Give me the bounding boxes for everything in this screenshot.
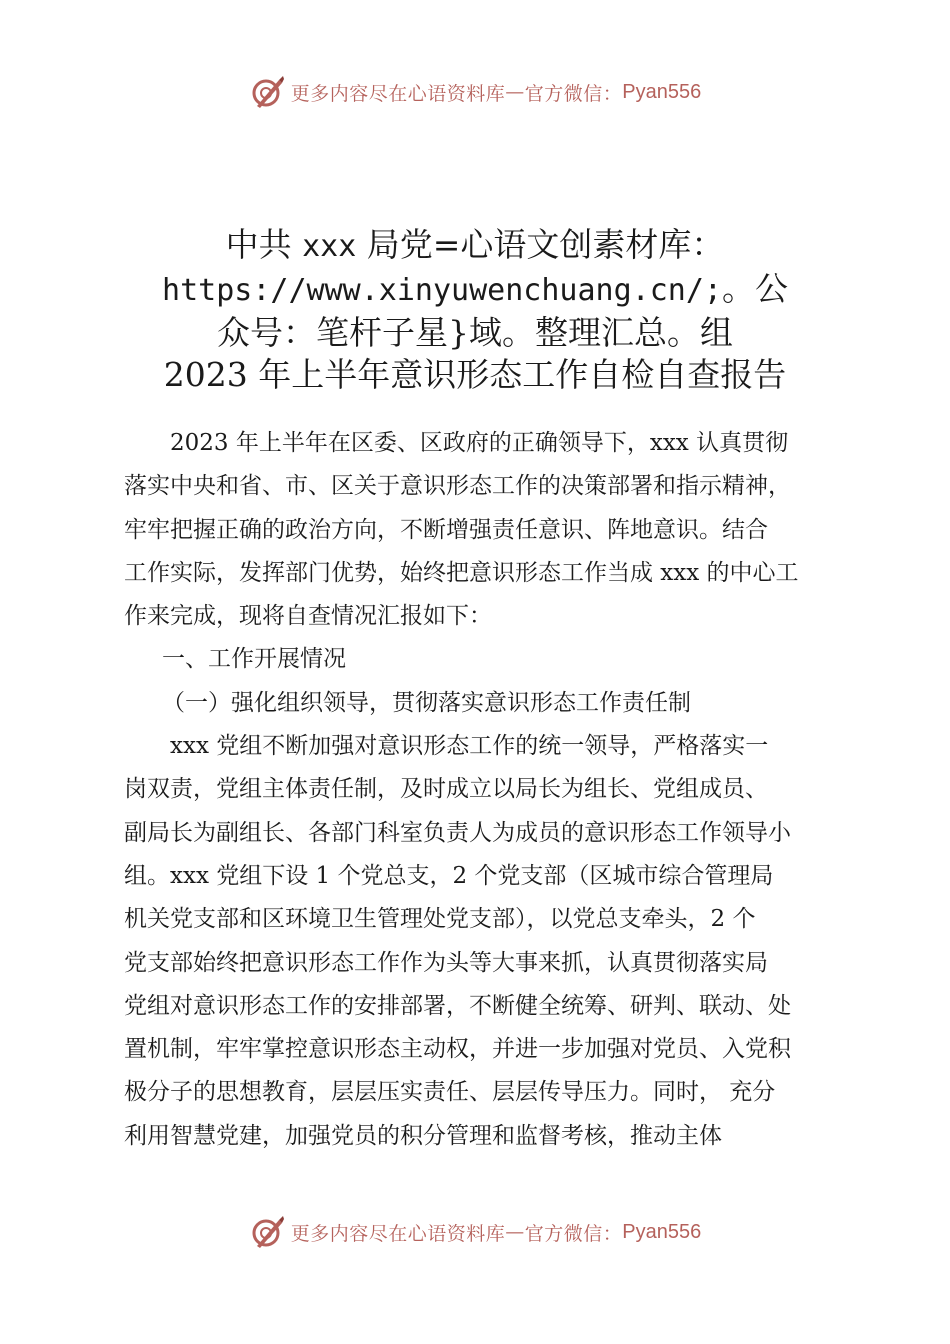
body-line: 党支部始终把意识形态工作作为头等大事来抓，认真贯彻落实局 [124,949,768,976]
pen-logo-icon [249,74,285,110]
body-line: 牢牢把握正确的政治方向，不断增强责任意识、阵地意识。结合 [124,516,768,543]
body-line: 落实中央和省、市、区关于意识形态工作的决策部署和指示精神， [124,473,791,500]
title-line-3: 众号：笔杆子星}域。整理汇总。组 [217,313,733,352]
body-line: 2023 年上半年在区委、区政府的正确领导下，xxx 认真贯彻 [170,430,789,456]
document-title [80,224,870,396]
document-body [124,422,844,1158]
body-line: 极分子的思想教育，层层压实责任、层层传导压力。同时， 充分 [124,1079,776,1106]
body-line: 作来完成，现将自查情况汇报如下： [124,603,492,630]
banner-contact-label: 官方微信： [524,82,623,105]
banner-separator: — [505,81,525,103]
title-line-4: 2023 年上半年意识形态工作自检自查报告 [163,355,787,394]
title-line-1: 中共 xxx 局党=心语文创素材库： [225,225,725,264]
banner-contact-id: Pyan556 [622,80,702,103]
banner-text: 更多内容尽在心语资料库 [290,1222,506,1245]
banner-contact-id: Pyan556 [622,1220,702,1243]
title-line-2: https://www.xinyuwenchuang.cn/;。公 [162,269,788,308]
body-line: 党组对意识形态工作的安排部署，不断健全统筹、研判、联动、处 [124,992,791,1019]
banner-contact-label: 官方微信： [524,1222,623,1245]
footer-banner [0,1210,950,1254]
header-banner [0,70,950,114]
pen-logo-icon [249,1214,285,1250]
body-line: xxx 党组不断加强对意识形态工作的统一领导，严格落实一 [170,733,769,760]
body-line: 岗双责，党组主体责任制，及时成立以局长为组长、党组成员、 [124,776,768,803]
section-heading: 一、工作开展情况 [162,646,346,673]
body-line: 副局长为副组长、各部门科室负责人为成员的意识形态工作领导小 [124,819,791,846]
body-line: 工作实际，发挥部门优势，始终把意识形态工作当成 xxx 的中心工 [124,559,799,586]
banner-text: 更多内容尽在心语资料库 [290,82,506,105]
body-line: 利用智慧党建，加强党员的积分管理和监督考核，推动主体 [124,1122,722,1149]
banner-separator: — [505,1221,525,1243]
body-line: 置机制，牢牢掌控意识形态主动权，并进一步加强对党员、入党积 [124,1036,791,1063]
body-line: 组。xxx 党组下设 1 个党总支，2 个党支部（区城市综合管理局 [124,862,774,889]
subsection-heading: （一）强化组织领导，贯彻落实意识形态工作责任制 [162,689,691,716]
body-line: 机关党支部和区环境卫生管理处党支部），以党总支牵头，2 个 [124,906,756,933]
